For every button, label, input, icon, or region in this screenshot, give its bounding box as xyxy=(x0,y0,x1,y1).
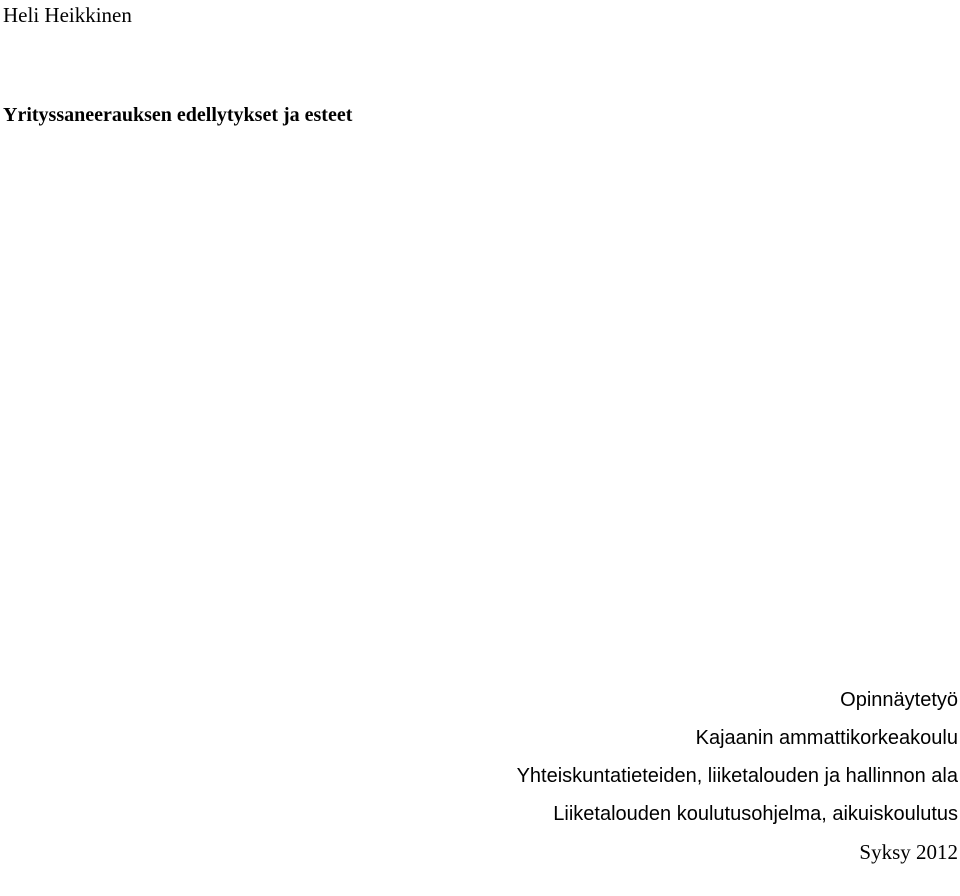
author-name: Heli Heikkinen xyxy=(3,3,132,27)
semester-date: Syksy 2012 xyxy=(859,840,958,864)
field-of-study: Yhteiskuntatieteiden, liiketalouden ja hallinnon ala xyxy=(516,765,958,787)
thesis-title: Yrityssaneerauksen edellytykset ja esteet xyxy=(3,104,353,126)
document-type: Opinnäytetyö xyxy=(840,689,958,711)
school-name: Kajaanin ammattikorkeakoulu xyxy=(695,727,958,749)
thesis-info-block xyxy=(517,686,958,866)
degree-programme: Liiketalouden koulutusohjelma, aikuiskoulutus xyxy=(553,803,958,825)
